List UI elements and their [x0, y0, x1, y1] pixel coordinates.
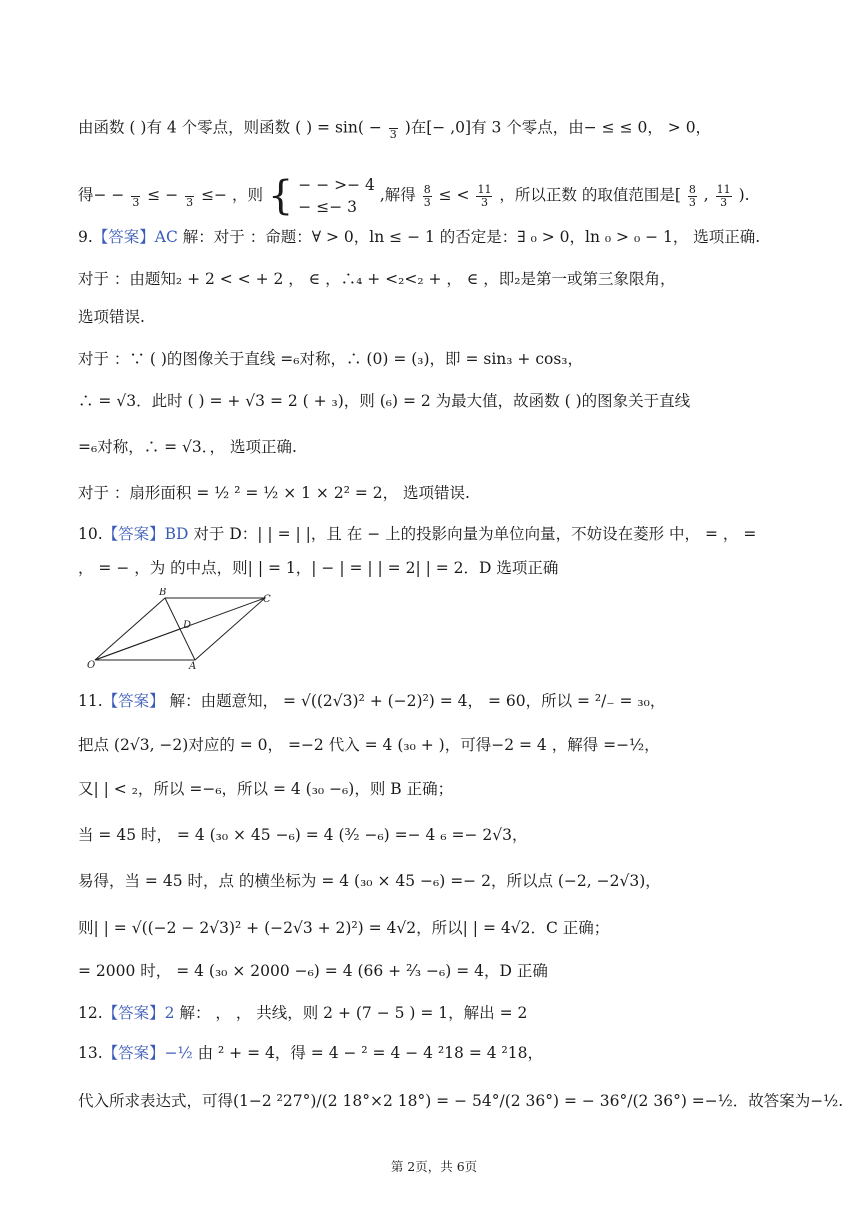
inequality-system: − − >− 4 − ≤− 3 [298, 176, 375, 216]
text-segment: 当 = 45 时， = 4 (₃₀ × 45 −₆) = 4 (³⁄₂ −₆) =− 4 ₆ =− 2√3， [78, 826, 528, 844]
q12-line [78, 1002, 808, 1024]
q9-line [78, 348, 808, 370]
text-segment: , [703, 186, 709, 204]
question-number: 13. [78, 1044, 103, 1062]
text-segment: ≤ − [147, 186, 179, 204]
question-number: 9. [78, 228, 93, 246]
answer-tag: 【答案】2 [102, 1004, 175, 1022]
text-segment: 由 ² + = 4，得 = 4 − ² = 4 − 4 ²18 = 4 ²18， [197, 1044, 543, 1062]
question-number: 10. [78, 525, 103, 543]
text-segment: ∴ = √3．此时 ( ) = + √3 = 2 ( + ₃)，则 (₆) = 2 为最大值，故函数 ( )的图象关于直线 [78, 392, 691, 410]
text-segment: ， = − ，为 的中点，则| | = 1，| − | = | | = 2| | = 2．D 选项正确 [78, 559, 559, 577]
q11-line [78, 690, 808, 712]
question-number: 12. [78, 1004, 103, 1022]
text-segment: ，所以正数 的取值范围是[ [499, 186, 681, 204]
fraction: $\frac{8}{3}$ [688, 182, 696, 209]
answer-tag: 【答案】−½ [102, 1044, 193, 1062]
fraction: 3 [131, 184, 140, 209]
text-segment: )在[− ,0]有 3 个零点，由− ≤ ≤ 0， > 0， [404, 118, 712, 137]
q10-line [78, 523, 808, 545]
left-brace: { [267, 173, 294, 219]
answer-tag: 【答案】 [102, 692, 165, 710]
text-segment: 对于 D：| | = | |，且 在 − 上的投影向量为单位向量，不妨设在菱形 中， = ， = [193, 525, 757, 543]
q13-line [78, 1042, 808, 1064]
q11-line [78, 824, 808, 846]
page-footer: 第 2页，共 6页 [390, 1159, 478, 1174]
text-segment: 解：对于 ：命题：∀ > 0，ln ≤ − 1 的否定是：∃ ₀ > 0，ln ₀ > ₀ − 1， 选项正确. [182, 228, 761, 246]
fraction: 3 [389, 116, 398, 141]
text-segment: 得− − [78, 186, 125, 204]
q11-line [78, 778, 808, 800]
text-segment: = 2000 时， = 4 (₃₀ × 2000 −₆) = 4 (66 + ²⁄₃ −₆) = 4，D 正确 [78, 962, 548, 980]
q9-line [78, 390, 808, 412]
text-line [78, 116, 808, 141]
fraction: $\frac{8}{3}$ [423, 182, 431, 209]
text-segment: 易得，当 = 45 时，点 的横坐标为 = 4 (₃₀ × 45 −₆) =− 2，所以点 (−2, −2√3)， [78, 872, 661, 890]
q13-line [78, 1090, 844, 1112]
text-segment: ≤− ，则 [201, 186, 263, 204]
q9-line [78, 436, 808, 458]
q9-line [78, 268, 808, 290]
fraction: $\frac{11}{3}$ [477, 182, 492, 209]
q11-line [78, 870, 808, 892]
text-segment: 对于 ：∵ ( )的图像关于直线 =₆对称，∴ (0) = (₃)，即 = sin₃ + cos₃， [78, 350, 584, 368]
q9-line [78, 482, 808, 504]
text-segment: 又| | < ₂，所以 =−₆，所以 = 4 (₃₀ −₆)，则 B 正确； [78, 780, 454, 798]
text-segment: 由函数 ( )有 4 个零点，则函数 ( ) = sin( − [78, 118, 382, 137]
text-segment: =₆对称，∴ = √3．， 选项正确. [78, 438, 297, 456]
segment-od [95, 629, 180, 660]
text-segment: 代入所求表达式，可得(1−2 ²27°)/(2 18°×2 18°) = − 54°/(2 36°) = − 36°/(2 36°) =−½．故答案为−½. [78, 1092, 844, 1110]
text-segment: ). [738, 186, 750, 204]
label-c: C [263, 594, 271, 605]
rhombus-diagram [85, 588, 285, 670]
answer-tag: 【答案】BD [102, 525, 189, 543]
fraction: $\frac{11}{3}$ [716, 182, 731, 209]
label-o: O [87, 660, 96, 670]
fraction: 3 [185, 184, 194, 209]
text-line [78, 174, 808, 218]
label-a: A [189, 661, 197, 670]
label-d: D [183, 620, 192, 631]
q9-line [78, 306, 808, 328]
text-segment: 解： ， ， 共线，则 2 + (7 − 5 ) = 1，解出 = 2 [179, 1004, 528, 1022]
text-segment: 把点 (2√3, −2)对应的 = 0， =−2 代入 = 4 (₃₀ + )，可得−2 = 4 ，解得 =−½， [78, 736, 660, 754]
text-segment: 对于 ：由题知₂ + 2 < < + 2 ， ∈ ，∴₄ + <₂<₂ + ， ∈ ，即₂是第一或第三象限角， [78, 270, 676, 288]
text-segment: 解：由题意知， = √((2√3)² + (−2)²) = 4， = 60，所以 = ²/₋ = ₃₀， [169, 692, 666, 710]
text-segment: 则| | = √((−2 − 2√3)² + (−2√3 + 2)²) = 4√2，所以| | = 4√2．C 正确； [78, 919, 610, 937]
text-segment: 选项错误. [78, 308, 145, 326]
q11-line [78, 960, 808, 982]
answer-tag: 【答案】AC [92, 228, 178, 246]
label-b: B [159, 588, 167, 598]
text-segment: ≤ < [438, 186, 470, 204]
q11-line [78, 917, 808, 939]
text-segment: ,解得 [379, 186, 416, 204]
q11-line [78, 734, 808, 756]
text-segment: 对于 ：扇形面积 = ½ ² = ½ × 1 × 2² = 2， 选项错误. [78, 484, 470, 502]
q10-line [78, 557, 808, 579]
q9-line [78, 226, 808, 248]
question-number: 11. [78, 692, 103, 710]
